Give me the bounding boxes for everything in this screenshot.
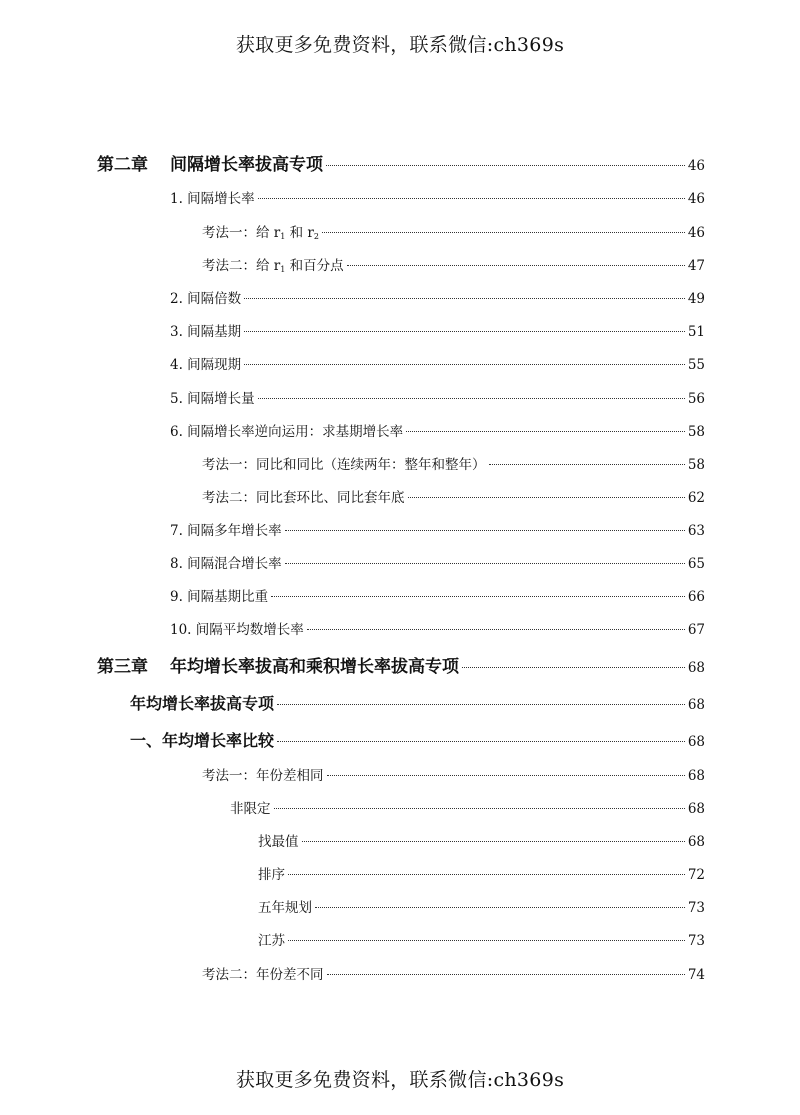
toc-page-number: 46	[687, 225, 705, 241]
toc-page-number: 73	[687, 900, 705, 916]
toc-page-number: 68	[687, 697, 705, 713]
dot-leader	[327, 775, 685, 776]
toc-entry[interactable]	[170, 287, 705, 307]
toc-page-number: 63	[687, 523, 705, 539]
dot-leader	[408, 497, 685, 498]
dot-leader	[244, 331, 685, 332]
dot-leader	[258, 198, 685, 199]
toc-page-number: 68	[687, 734, 705, 750]
toc-entry[interactable]	[202, 453, 705, 473]
dot-leader	[285, 563, 685, 564]
toc-page-number: 46	[687, 158, 705, 174]
toc-page-number: 66	[687, 589, 705, 605]
toc-label: 2. 间隔倍数	[170, 291, 242, 307]
toc-label: 找最值	[258, 834, 299, 850]
toc-entry[interactable]	[258, 863, 705, 883]
toc-entry[interactable]	[202, 254, 705, 274]
toc-section[interactable]	[130, 728, 705, 751]
toc-entry[interactable]	[170, 420, 705, 440]
toc-label: 8. 间隔混合增长率	[170, 556, 282, 572]
toc-page-number: 58	[687, 457, 705, 473]
dot-leader	[327, 974, 685, 975]
toc-entry[interactable]	[230, 797, 705, 817]
toc-label: 第二章 间隔增长率拔高专项	[97, 155, 323, 175]
toc-entry[interactable]	[170, 320, 705, 340]
toc-label: 考法一：年份差相同	[202, 768, 324, 784]
toc-label: 年均增长率拔高专项	[130, 694, 275, 713]
toc-label: 6. 间隔增长率逆向运用：求基期增长率	[170, 424, 404, 440]
toc-label: 4. 间隔现期	[170, 357, 242, 373]
toc-entry[interactable]	[170, 585, 705, 605]
dot-leader	[315, 907, 685, 908]
toc-page-number: 65	[687, 556, 705, 572]
toc-entry[interactable]	[258, 830, 705, 850]
toc-page-number: 46	[687, 191, 705, 207]
toc-page-number: 62	[687, 490, 705, 506]
toc-entry[interactable]	[170, 552, 705, 572]
toc-entry[interactable]	[202, 486, 705, 506]
dot-leader	[406, 431, 685, 432]
toc-label: 考法一：同比和同比（连续两年：整年和整年）	[202, 457, 486, 473]
dot-leader	[258, 398, 685, 399]
toc-label: 9. 间隔基期比重	[170, 589, 269, 605]
toc-label: 10. 间隔平均数增长率	[170, 622, 304, 638]
toc-chapter-2[interactable]	[97, 150, 705, 175]
toc-section[interactable]	[130, 691, 705, 714]
dot-leader	[326, 165, 685, 166]
toc-label: 考法二：同比套环比、同比套年底	[202, 490, 405, 506]
dot-leader	[285, 530, 685, 531]
toc-entry[interactable]	[202, 764, 705, 784]
dot-leader	[277, 704, 685, 705]
toc-label: 1. 间隔增长率	[170, 191, 255, 207]
toc-label: 一、年均增长率比较	[130, 731, 275, 750]
dot-leader	[302, 841, 685, 842]
toc-label: 非限定	[230, 801, 271, 817]
toc-page-number: 55	[687, 357, 705, 373]
toc-entry[interactable]	[170, 387, 705, 407]
toc-label: 7. 间隔多年增长率	[170, 523, 282, 539]
toc-label: 3. 间隔基期	[170, 324, 242, 340]
toc-page-number: 56	[687, 391, 705, 407]
toc-page-number: 49	[687, 291, 705, 307]
dot-leader	[288, 874, 685, 875]
dot-leader	[244, 364, 685, 365]
header-banner: 获取更多免费资料，联系微信:ch369s	[235, 34, 565, 56]
dot-leader	[244, 298, 685, 299]
toc-entry[interactable]	[170, 187, 705, 207]
toc-entry[interactable]	[202, 221, 705, 241]
toc-page-number: 74	[687, 967, 705, 983]
dot-leader	[307, 629, 685, 630]
dot-leader	[277, 741, 685, 742]
toc-entry[interactable]	[258, 929, 705, 949]
toc-label: 考法一：给 $r_1$ 和 $r_2$	[202, 225, 319, 241]
toc-page-number: 68	[687, 834, 705, 850]
toc-entry[interactable]	[202, 963, 705, 983]
toc-page-number: 51	[687, 324, 705, 340]
toc-entry[interactable]	[170, 519, 705, 539]
toc-label: 考法二：年份差不同	[202, 967, 324, 983]
toc-label: 排序	[258, 867, 285, 883]
toc-page-number: 47	[687, 258, 705, 274]
toc-entry[interactable]	[258, 896, 705, 916]
toc-entry[interactable]	[170, 618, 705, 638]
footer-banner: 获取更多免费资料，联系微信:ch369s	[235, 1069, 565, 1091]
dot-leader	[489, 464, 685, 465]
toc-label: 5. 间隔增长量	[170, 391, 255, 407]
toc-page-number: 58	[687, 424, 705, 440]
dot-leader	[322, 232, 685, 233]
toc-entry[interactable]	[170, 353, 705, 373]
toc-label: 考法二：给 $r_1$ 和百分点	[202, 258, 344, 274]
toc-label: 江苏	[258, 933, 285, 949]
toc-page-number: 72	[687, 867, 705, 883]
toc-page-number: 68	[687, 801, 705, 817]
dot-leader	[462, 667, 685, 668]
toc-page-number: 67	[687, 622, 705, 638]
dot-leader	[288, 940, 685, 941]
toc-page-number: 68	[687, 660, 705, 676]
toc-page-number: 68	[687, 768, 705, 784]
toc-label: 五年规划	[258, 900, 312, 916]
dot-leader	[271, 596, 685, 597]
dot-leader	[347, 265, 685, 266]
dot-leader	[274, 808, 685, 809]
toc-chapter-3[interactable]	[97, 652, 705, 677]
toc-page-number: 73	[687, 933, 705, 949]
toc-label: 第三章 年均增长率拔高和乘积增长率拔高专项	[97, 657, 459, 677]
